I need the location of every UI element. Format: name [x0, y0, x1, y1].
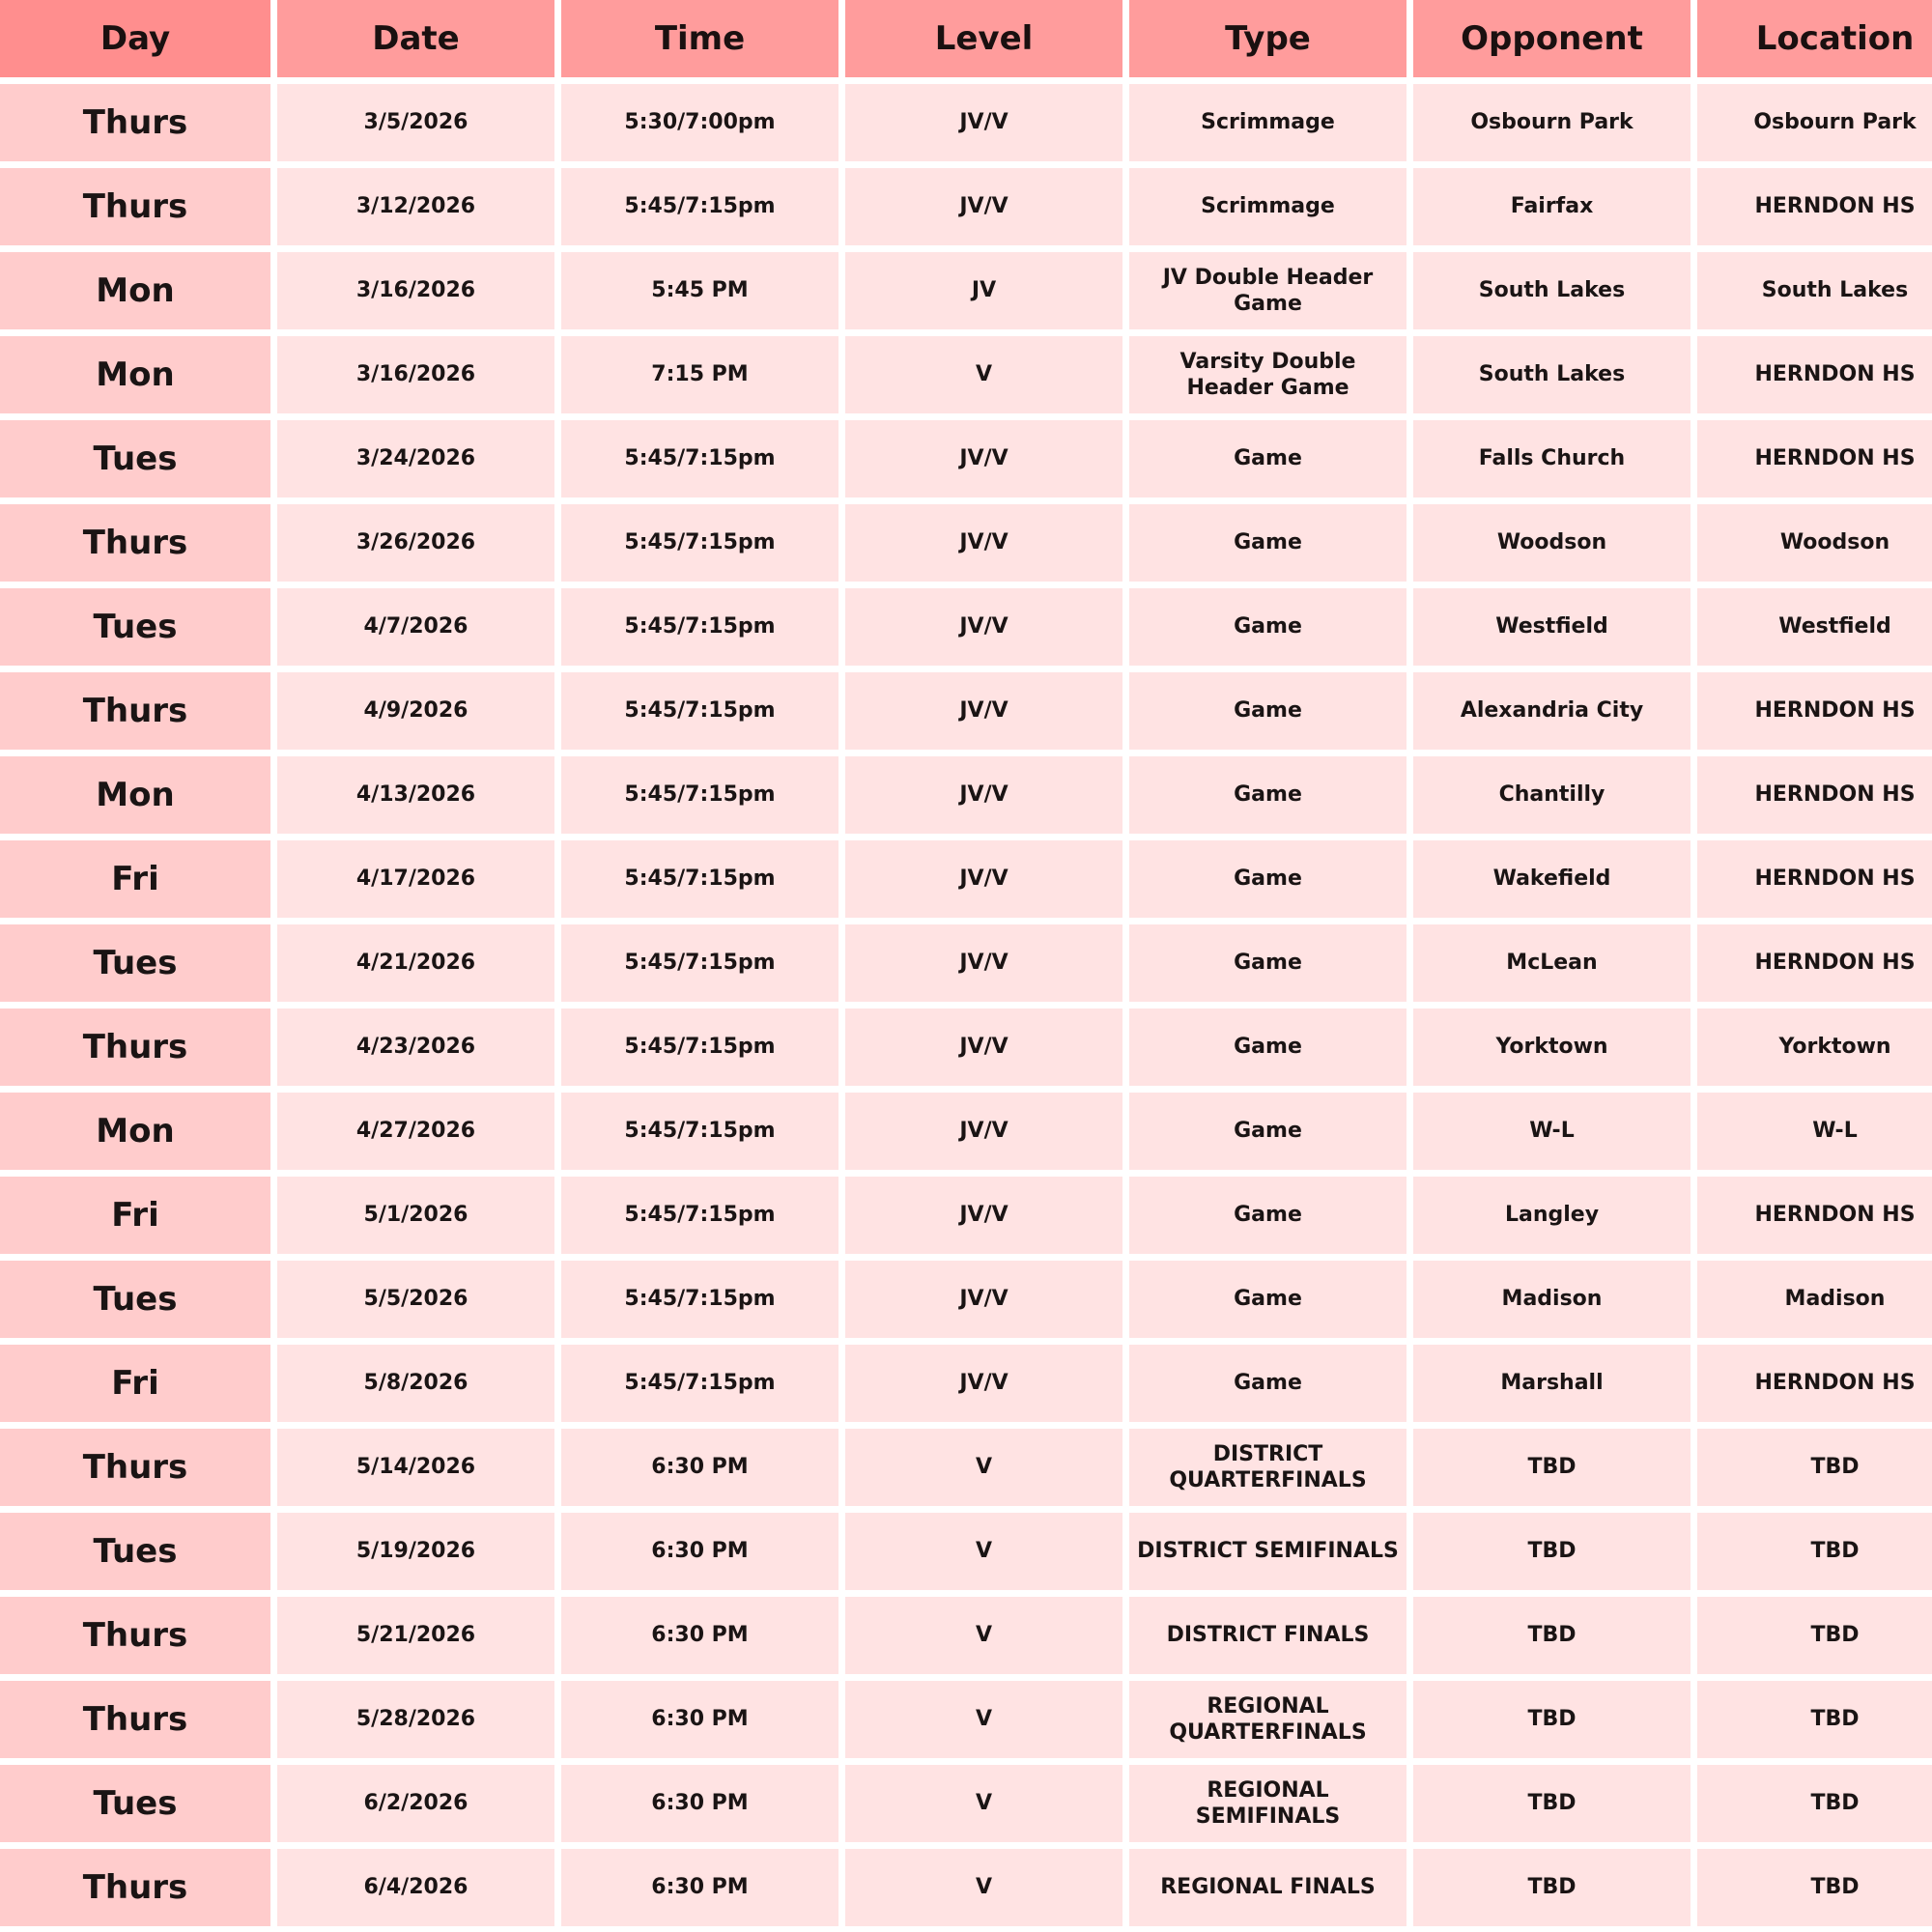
cell-date: 3/16/2026	[277, 252, 554, 329]
cell-location: HERNDON HS	[1697, 168, 1932, 245]
cell-date: 3/16/2026	[277, 336, 554, 413]
cell-day: Fri	[0, 1345, 270, 1422]
cell-time: 5:45/7:15pm	[561, 1261, 838, 1338]
cell-location: Osbourn Park	[1697, 84, 1932, 161]
cell-time: 6:30 PM	[561, 1597, 838, 1674]
cell-level: JV/V	[845, 840, 1122, 918]
cell-date: 5/5/2026	[277, 1261, 554, 1338]
header-location: Location	[1697, 0, 1932, 77]
cell-day: Tues	[0, 1765, 270, 1842]
cell-type: Scrimmage	[1129, 84, 1406, 161]
cell-type: REGIONAL QUARTERFINALS	[1129, 1681, 1406, 1758]
cell-opponent: Madison	[1413, 1261, 1690, 1338]
cell-opponent: TBD	[1413, 1513, 1690, 1590]
cell-type: Game	[1129, 1261, 1406, 1338]
cell-opponent: TBD	[1413, 1597, 1690, 1674]
cell-type: Game	[1129, 504, 1406, 582]
cell-level: V	[845, 1681, 1122, 1758]
cell-time: 5:45/7:15pm	[561, 840, 838, 918]
cell-day: Mon	[0, 336, 270, 413]
cell-type: DISTRICT QUARTERFINALS	[1129, 1429, 1406, 1506]
cell-opponent: Westfield	[1413, 588, 1690, 666]
cell-level: JV/V	[845, 504, 1122, 582]
cell-day: Mon	[0, 1093, 270, 1170]
cell-location: HERNDON HS	[1697, 1345, 1932, 1422]
cell-location: TBD	[1697, 1597, 1932, 1674]
cell-opponent: TBD	[1413, 1681, 1690, 1758]
cell-level: V	[845, 1849, 1122, 1926]
cell-location: HERNDON HS	[1697, 336, 1932, 413]
cell-date: 3/5/2026	[277, 84, 554, 161]
cell-opponent: Falls Church	[1413, 420, 1690, 497]
cell-time: 7:15 PM	[561, 336, 838, 413]
cell-date: 4/17/2026	[277, 840, 554, 918]
cell-time: 6:30 PM	[561, 1513, 838, 1590]
cell-location: Yorktown	[1697, 1009, 1932, 1086]
cell-date: 5/14/2026	[277, 1429, 554, 1506]
cell-opponent: Marshall	[1413, 1345, 1690, 1422]
cell-day: Fri	[0, 1177, 270, 1254]
cell-level: JV/V	[845, 1261, 1122, 1338]
header-opponent: Opponent	[1413, 0, 1690, 77]
cell-date: 5/19/2026	[277, 1513, 554, 1590]
cell-date: 6/4/2026	[277, 1849, 554, 1926]
cell-opponent: TBD	[1413, 1765, 1690, 1842]
cell-opponent: W-L	[1413, 1093, 1690, 1170]
cell-type: Game	[1129, 840, 1406, 918]
cell-time: 5:45/7:15pm	[561, 756, 838, 834]
cell-time: 5:45/7:15pm	[561, 1345, 838, 1422]
cell-level: JV/V	[845, 1093, 1122, 1170]
cell-level: V	[845, 1597, 1122, 1674]
cell-day: Thurs	[0, 1429, 270, 1506]
cell-day: Mon	[0, 756, 270, 834]
cell-time: 5:45/7:15pm	[561, 1009, 838, 1086]
cell-level: JV/V	[845, 84, 1122, 161]
cell-opponent: Fairfax	[1413, 168, 1690, 245]
cell-type: Game	[1129, 1093, 1406, 1170]
cell-type: REGIONAL SEMIFINALS	[1129, 1765, 1406, 1842]
cell-level: JV/V	[845, 1345, 1122, 1422]
cell-type: Game	[1129, 1177, 1406, 1254]
cell-time: 5:45/7:15pm	[561, 1093, 838, 1170]
cell-opponent: TBD	[1413, 1429, 1690, 1506]
cell-day: Thurs	[0, 1009, 270, 1086]
cell-opponent: TBD	[1413, 1849, 1690, 1926]
cell-type: DISTRICT SEMIFINALS	[1129, 1513, 1406, 1590]
cell-type: Game	[1129, 672, 1406, 750]
header-date: Date	[277, 0, 554, 77]
cell-level: JV/V	[845, 672, 1122, 750]
cell-location: Westfield	[1697, 588, 1932, 666]
cell-level: JV/V	[845, 1009, 1122, 1086]
header-time: Time	[561, 0, 838, 77]
cell-level: JV/V	[845, 588, 1122, 666]
cell-level: JV/V	[845, 420, 1122, 497]
cell-time: 5:45 PM	[561, 252, 838, 329]
cell-level: JV/V	[845, 1177, 1122, 1254]
cell-level: JV	[845, 252, 1122, 329]
cell-date: 3/24/2026	[277, 420, 554, 497]
cell-type: Game	[1129, 924, 1406, 1002]
cell-day: Tues	[0, 588, 270, 666]
cell-day: Tues	[0, 1261, 270, 1338]
cell-level: JV/V	[845, 756, 1122, 834]
cell-time: 5:45/7:15pm	[561, 420, 838, 497]
cell-opponent: Chantilly	[1413, 756, 1690, 834]
header-day: Day	[0, 0, 270, 77]
cell-date: 4/13/2026	[277, 756, 554, 834]
cell-level: JV/V	[845, 924, 1122, 1002]
cell-level: JV/V	[845, 168, 1122, 245]
cell-time: 6:30 PM	[561, 1849, 838, 1926]
cell-type: DISTRICT FINALS	[1129, 1597, 1406, 1674]
cell-date: 4/23/2026	[277, 1009, 554, 1086]
cell-type: Scrimmage	[1129, 168, 1406, 245]
cell-type: Game	[1129, 588, 1406, 666]
cell-time: 5:45/7:15pm	[561, 672, 838, 750]
cell-date: 5/1/2026	[277, 1177, 554, 1254]
cell-date: 5/21/2026	[277, 1597, 554, 1674]
cell-time: 5:30/7:00pm	[561, 84, 838, 161]
cell-opponent: Langley	[1413, 1177, 1690, 1254]
cell-level: V	[845, 1765, 1122, 1842]
cell-opponent: Woodson	[1413, 504, 1690, 582]
cell-day: Tues	[0, 1513, 270, 1590]
header-level: Level	[845, 0, 1122, 77]
cell-location: Madison	[1697, 1261, 1932, 1338]
cell-location: TBD	[1697, 1429, 1932, 1506]
cell-time: 5:45/7:15pm	[561, 1177, 838, 1254]
cell-time: 5:45/7:15pm	[561, 588, 838, 666]
cell-location: TBD	[1697, 1513, 1932, 1590]
cell-day: Thurs	[0, 1681, 270, 1758]
cell-day: Thurs	[0, 168, 270, 245]
cell-date: 3/26/2026	[277, 504, 554, 582]
cell-location: HERNDON HS	[1697, 672, 1932, 750]
cell-opponent: South Lakes	[1413, 252, 1690, 329]
cell-date: 6/2/2026	[277, 1765, 554, 1842]
cell-time: 5:45/7:15pm	[561, 504, 838, 582]
cell-type: Varsity Double Header Game	[1129, 336, 1406, 413]
cell-time: 6:30 PM	[561, 1429, 838, 1506]
cell-level: V	[845, 1429, 1122, 1506]
cell-location: South Lakes	[1697, 252, 1932, 329]
cell-day: Tues	[0, 924, 270, 1002]
cell-type: Game	[1129, 756, 1406, 834]
cell-day: Mon	[0, 252, 270, 329]
cell-location: HERNDON HS	[1697, 840, 1932, 918]
cell-day: Thurs	[0, 672, 270, 750]
cell-date: 4/9/2026	[277, 672, 554, 750]
cell-date: 3/12/2026	[277, 168, 554, 245]
cell-opponent: Wakefield	[1413, 840, 1690, 918]
cell-time: 6:30 PM	[561, 1765, 838, 1842]
cell-type: Game	[1129, 1345, 1406, 1422]
cell-location: HERNDON HS	[1697, 756, 1932, 834]
cell-location: TBD	[1697, 1849, 1932, 1926]
cell-day: Thurs	[0, 84, 270, 161]
header-type: Type	[1129, 0, 1406, 77]
cell-date: 5/8/2026	[277, 1345, 554, 1422]
cell-location: TBD	[1697, 1765, 1932, 1842]
cell-opponent: McLean	[1413, 924, 1690, 1002]
cell-location: W-L	[1697, 1093, 1932, 1170]
cell-day: Tues	[0, 420, 270, 497]
cell-time: 5:45/7:15pm	[561, 168, 838, 245]
cell-type: JV Double Header Game	[1129, 252, 1406, 329]
cell-location: HERNDON HS	[1697, 1177, 1932, 1254]
cell-location: Woodson	[1697, 504, 1932, 582]
cell-type: Game	[1129, 420, 1406, 497]
cell-location: HERNDON HS	[1697, 924, 1932, 1002]
cell-day: Thurs	[0, 1849, 270, 1926]
cell-date: 5/28/2026	[277, 1681, 554, 1758]
cell-type: Game	[1129, 1009, 1406, 1086]
cell-day: Fri	[0, 840, 270, 918]
cell-day: Thurs	[0, 504, 270, 582]
cell-level: V	[845, 336, 1122, 413]
cell-date: 4/27/2026	[277, 1093, 554, 1170]
cell-type: REGIONAL FINALS	[1129, 1849, 1406, 1926]
cell-location: TBD	[1697, 1681, 1932, 1758]
cell-opponent: South Lakes	[1413, 336, 1690, 413]
cell-opponent: Yorktown	[1413, 1009, 1690, 1086]
cell-opponent: Osbourn Park	[1413, 84, 1690, 161]
cell-location: HERNDON HS	[1697, 420, 1932, 497]
cell-level: V	[845, 1513, 1122, 1590]
cell-time: 6:30 PM	[561, 1681, 838, 1758]
cell-time: 5:45/7:15pm	[561, 924, 838, 1002]
cell-opponent: Alexandria City	[1413, 672, 1690, 750]
cell-day: Thurs	[0, 1597, 270, 1674]
cell-date: 4/21/2026	[277, 924, 554, 1002]
cell-date: 4/7/2026	[277, 588, 554, 666]
